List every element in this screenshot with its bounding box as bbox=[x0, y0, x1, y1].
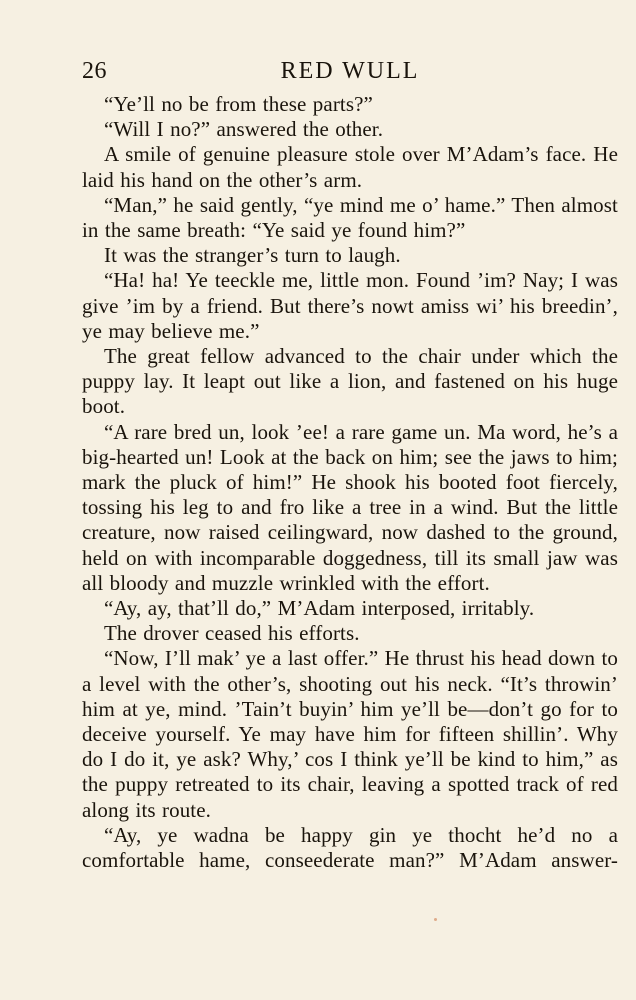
paragraph: “Will I no?” answered the other. bbox=[104, 117, 384, 142]
paragraph: The drover ceased his efforts. bbox=[104, 621, 360, 646]
running-title: RED WULL bbox=[280, 58, 420, 84]
paragraph: “Ye’ll no be from these parts?” bbox=[104, 92, 373, 116]
ink-speck bbox=[434, 918, 437, 921]
paragraph: “Ay, ye wadna be happy gin ye thocht he’d no a comfortable hame, conseederate man?” M’Adam answer- bbox=[82, 822, 618, 873]
page-number: 26 bbox=[82, 58, 107, 84]
paragraph: A smile of genuine pleasure stole over M’Adam’s face. He laid his hand on the other’s arm. bbox=[82, 142, 618, 192]
paragraph: “Man,” he said gently, “ye mind me o’ hame.” Then almost in the same breath: “Ye said ye found him?” bbox=[82, 192, 618, 243]
body-text bbox=[82, 92, 618, 873]
page-header bbox=[82, 58, 618, 88]
paragraph: “A rare bred un, look ’ee! a rare game un. Ma word, he’s a big-hearted un! Look at the back on him; see the jaws to him; mark the pluck of him!” He shook his booted foot fiercely, tossing his leg to and fro like a tree in a wind. But the little creature, now raised ceilingward, now dashed to the ground, held on with incomparable doggedness, till its small jaw was all bloody and muzzle wrinkled with the effort. bbox=[82, 419, 618, 595]
paragraph: “Now, I’ll mak’ ye a last offer.” He thrust his head down to a level with the other’s, shooting out his neck. “It’s throwin’ him at ye, mind. ’Tain’t buyin’ him ye’ll be—don’t go for to deceive yourself. Ye may have him for fifteen shillin’. Why do I do it, ye ask? Why,’ cos I think ye’ll be kind to him,” as the puppy retreated to its chair, leaving a spotted track of red along its route. bbox=[82, 646, 618, 822]
paragraph: “Ay, ay, that’ll do,” M’Adam interposed, irritably. bbox=[104, 596, 535, 621]
paragraph: “Ha! ha! Ye teeckle me, little mon. Found ’im? Nay; I was give ’im by a friend. But there’s nowt amiss wi’ his breedin’, ye may believe me.” bbox=[82, 268, 618, 343]
paragraph: It was the stranger’s turn to laugh. bbox=[104, 243, 401, 268]
paragraph: The great fellow advanced to the chair under which the puppy lay. It leapt out like a lion, and fastened on his huge boot. bbox=[82, 344, 618, 419]
